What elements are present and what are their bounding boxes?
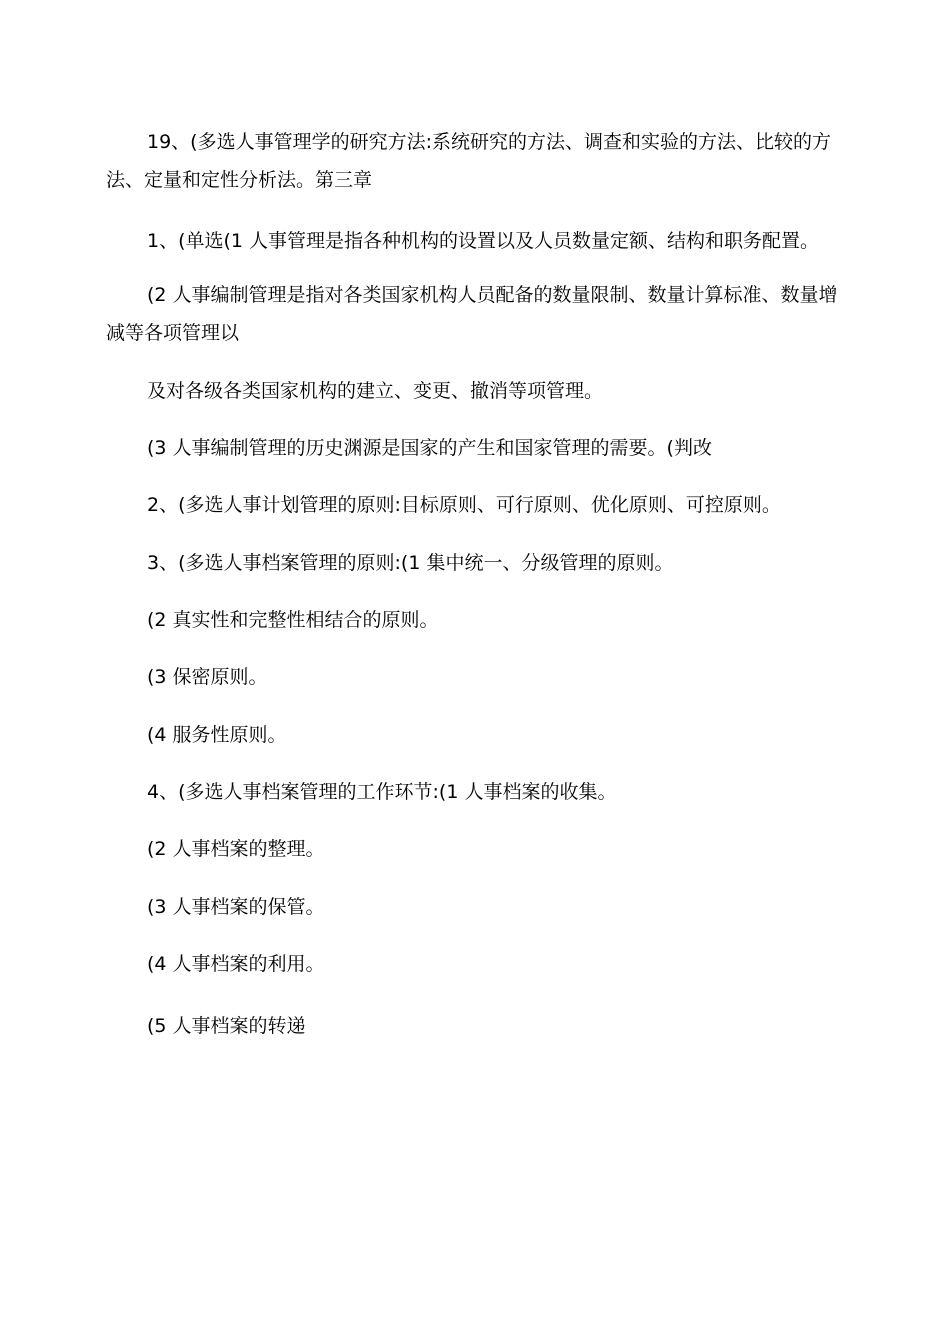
paragraph-archive-step-3: (3 人事档案的保管。 [147, 896, 325, 918]
paragraph-staffing-definition: (2 人事编制管理是指对各类国家机构人员配备的数量限制、数量计算标准、数量增减等各项管理以 [106, 284, 838, 344]
paragraph-archive-step-4: (4 人事档案的利用。 [147, 953, 325, 975]
paragraph-2-planning-principles: 2、(多选人事计划管理的原则:目标原则、可行原则、优化原则、可控原则。 [147, 494, 781, 516]
paragraph-staffing-continuation: 及对各级各类国家机构的建立、变更、撤消等项管理。 [147, 380, 604, 402]
paragraph-19-research-methods: 19、(多选人事管理学的研究方法:系统研究的方法、调查和实验的方法、比较的方法、定量和定性分析法。第三章 [106, 131, 831, 191]
paragraph-archive-step-2: (2 人事档案的整理。 [147, 838, 325, 860]
paragraph-3-archive-principles: 3、(多选人事档案管理的原则:(1 集中统一、分级管理的原则。 [147, 552, 674, 574]
paragraph-archive-step-5: (5 人事档案的转递 [147, 1015, 306, 1037]
paragraph-archive-principle-3: (3 保密原则。 [147, 666, 268, 688]
paragraph-archive-principle-2: (2 真实性和完整性相结合的原则。 [147, 609, 439, 631]
paragraph-1-single-choice: 1、(单选(1 人事管理是指各种机构的设置以及人员数量定额、结构和职务配置。 [147, 230, 820, 252]
paragraph-staffing-origin: (3 人事编制管理的历史渊源是国家的产生和国家管理的需要。(判改 [147, 437, 712, 459]
paragraph-4-archive-steps: 4、(多选人事档案管理的工作环节:(1 人事档案的收集。 [147, 781, 617, 803]
paragraph-archive-principle-4: (4 服务性原则。 [147, 724, 287, 746]
